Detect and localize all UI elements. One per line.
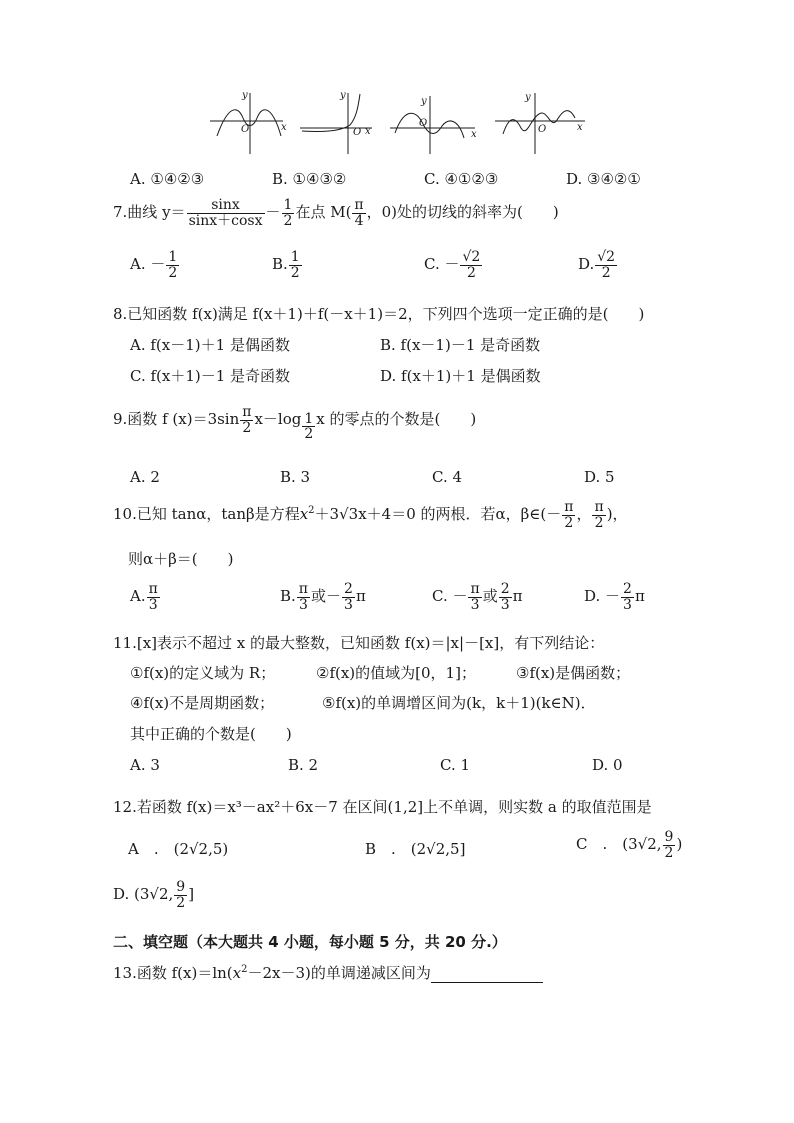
q10-b-pi: π xyxy=(355,587,366,606)
q7-d-label: D. xyxy=(578,255,595,274)
q10-d-label: D. － xyxy=(584,587,621,606)
q9-mid: x－log xyxy=(254,410,302,429)
q10-b-label: B. xyxy=(280,587,296,606)
q7-d-den: 2 xyxy=(601,264,611,281)
q7-option-a xyxy=(130,250,180,280)
q7-half-num: 1 xyxy=(283,197,293,213)
q12-d-den: 2 xyxy=(176,894,186,911)
q10-option-b xyxy=(280,582,366,612)
q10-x-sup: 2 xyxy=(308,505,315,517)
q11-conclusion-1: ①f(x)的定义域为 R； xyxy=(130,664,276,682)
q7-c-den: 2 xyxy=(466,264,476,281)
question-9 xyxy=(113,405,476,442)
q6-option-c: C. ④①②③ xyxy=(424,170,499,188)
graph1-origin-label: O xyxy=(241,124,250,135)
q10-c-label: C. － xyxy=(432,587,468,606)
q10-line-2: 则α＋β＝( ) xyxy=(128,550,234,568)
q10-a-den: 3 xyxy=(148,596,158,613)
graph4-y-label: y xyxy=(525,92,531,103)
q10-d-den: 3 xyxy=(623,596,632,613)
q10-b-num2: 2 xyxy=(344,581,353,597)
graph4-x-label: x xyxy=(577,122,583,133)
graph4-origin-label: O xyxy=(538,124,547,135)
q10-option-a xyxy=(130,582,161,612)
q10-c-den1: 3 xyxy=(470,596,480,613)
q12-option-a: A . (2√2,5) xyxy=(128,840,229,858)
q10-equation: ＋3√3x＋4＝0 的两根．若α，β∈(－ xyxy=(314,505,562,524)
question-7 xyxy=(113,198,559,228)
q11-ask: 其中正确的个数是( ) xyxy=(130,725,292,743)
q12-option-b: B . (2√2,5] xyxy=(365,840,466,858)
q10-two-1: 2 xyxy=(564,514,574,531)
q8-stem: 8.已知函数 f(x)满足 f(x＋1)＋f(－x＋1)＝2，下列四个选项一定正确的是( ) xyxy=(113,305,645,323)
q10-option-d xyxy=(584,582,645,612)
q12-c-label: C . (3√2, xyxy=(576,835,662,854)
q11-conclusion-3: ③f(x)是偶函数； xyxy=(516,664,631,682)
q12-d-close: ] xyxy=(188,885,195,904)
q11-option-b: B. 2 xyxy=(288,756,319,774)
q10-end: )， xyxy=(606,505,628,524)
q12-option-c xyxy=(576,830,682,860)
q10-c-or: 或 xyxy=(482,587,498,606)
graph3-y-label: y xyxy=(421,96,427,107)
q6-option-b: B. ①④③② xyxy=(272,170,347,188)
q12-stem: 12.若函数 f(x)＝x³－ax²＋6x－7 在区间(1,2]上不单调，则实数 a 的取值范围是 xyxy=(113,798,652,816)
function-graphs-figure xyxy=(205,88,590,158)
q10-pi-2: π xyxy=(594,499,604,515)
q10-b-num1: π xyxy=(298,581,308,597)
q7-option-c xyxy=(424,250,483,280)
q13-x-sup: 2 xyxy=(241,964,248,975)
q13-suffix: －2x－3)的单调递减区间为 xyxy=(247,964,431,982)
q7-suffix: ，0)处的切线的斜率为( ) xyxy=(366,203,559,222)
q10-c-pi: π xyxy=(512,587,523,606)
q9-pi: π xyxy=(242,404,252,420)
graph3-origin-label: O xyxy=(419,118,428,129)
q10-b-or: 或－ xyxy=(311,587,342,606)
q7-half-den: 2 xyxy=(283,212,293,229)
q10-pi-1: π xyxy=(564,499,574,515)
q10-two-2: 2 xyxy=(594,514,604,531)
q10-a-num: π xyxy=(148,581,158,597)
q10-option-c xyxy=(432,582,522,612)
q10-d-num: 2 xyxy=(623,581,632,597)
graph1-y-label: y xyxy=(242,90,248,101)
graph-3 xyxy=(390,96,475,154)
q7-prefix: 7.曲线 y＝ xyxy=(113,203,186,222)
graph1-x-label: x xyxy=(281,122,287,133)
q8-option-b: B. f(x－1)－1 是奇函数 xyxy=(380,336,541,354)
q7-option-d xyxy=(578,250,618,280)
q12-c-num: 9 xyxy=(664,829,674,845)
q10-b-den2: 3 xyxy=(344,596,353,613)
q13-answer-blank[interactable] xyxy=(431,968,543,983)
graph2-x-label: x xyxy=(365,126,371,137)
graph-2 xyxy=(300,93,372,154)
q13-prefix: 13.函数 f(x)＝ln( xyxy=(113,964,233,982)
graph2-y-label: y xyxy=(340,90,346,101)
q7-b-den: 2 xyxy=(290,264,300,281)
q12-d-label: D. (3√2, xyxy=(113,885,174,904)
q7-a-den: 2 xyxy=(168,264,178,281)
q10-c-num2: 2 xyxy=(500,581,510,597)
q11-option-d: D. 0 xyxy=(592,756,623,774)
q11-conclusion-5: ⑤f(x)的单调增区间为(k，k＋1)(k∈N)． xyxy=(322,694,596,712)
q7-c-label: C. － xyxy=(424,255,460,274)
q9-base-den: 2 xyxy=(304,426,314,443)
q11-conclusion-4: ④f(x)不是周期函数； xyxy=(130,694,275,712)
q12-d-num: 9 xyxy=(176,879,186,895)
q7-b-num: 1 xyxy=(290,249,300,265)
q10-d-pi: π xyxy=(634,587,645,606)
q11-option-c: C. 1 xyxy=(440,756,471,774)
q7-mid: 在点 M( xyxy=(295,203,352,222)
q12-option-d xyxy=(113,880,194,910)
q7-pi: π xyxy=(354,197,364,213)
q7-b-label: B. xyxy=(272,255,288,274)
q7-numerator: sinx xyxy=(187,198,265,214)
q10-prefix: 10.已知 tanα，tanβ是方程 xyxy=(113,505,300,524)
q7-four: 4 xyxy=(354,212,364,229)
section-2-heading: 二、填空题（本大题共 4 小题，每小题 5 分，共 20 分.） xyxy=(113,933,507,951)
q7-a-label: A. － xyxy=(130,255,166,274)
q7-d-num: √2 xyxy=(597,249,616,265)
q10-c-den2: 3 xyxy=(500,596,510,613)
graph2-origin-label: O xyxy=(353,127,362,138)
q11-option-a: A. 3 xyxy=(130,756,160,774)
q10-x: x xyxy=(299,505,309,524)
q9-two: 2 xyxy=(242,419,252,436)
q8-option-a: A. f(x－1)＋1 是偶函数 xyxy=(130,336,290,354)
question-13 xyxy=(113,962,543,983)
q8-option-c: C. f(x＋1)－1 是奇函数 xyxy=(130,367,291,385)
q11-conclusion-2: ②f(x)的值域为[0，1]； xyxy=(316,664,476,682)
q7-c-num: √2 xyxy=(462,249,481,265)
q9-option-a: A. 2 xyxy=(130,468,160,486)
q9-base-num: 1 xyxy=(304,410,314,427)
q9-prefix: 9.函数 f (x)＝3sin xyxy=(113,410,240,429)
q12-c-den: 2 xyxy=(664,844,674,861)
q7-a-num: 1 xyxy=(168,249,178,265)
q9-option-d: D. 5 xyxy=(584,468,615,486)
q6-option-a: A. ①④②③ xyxy=(130,170,205,188)
q9-option-c: C. 4 xyxy=(432,468,463,486)
q13-x: x xyxy=(232,964,242,982)
q7-denominator: sinx＋cosx xyxy=(188,212,263,229)
q7-minus: － xyxy=(265,203,281,222)
q10-comma: ， xyxy=(576,505,592,524)
q9-suffix: x 的零点的个数是( ) xyxy=(316,410,477,429)
q7-option-b xyxy=(272,250,303,280)
q8-option-d: D. f(x＋1)＋1 是偶函数 xyxy=(380,367,541,385)
q6-option-d: D. ③④②① xyxy=(566,170,641,188)
q10-c-num1: π xyxy=(470,581,480,597)
question-10 xyxy=(113,500,628,530)
graph3-x-label: x xyxy=(471,129,477,140)
q10-b-den1: 3 xyxy=(298,596,308,613)
q10-a-label: A. xyxy=(130,587,146,606)
q12-c-close: ) xyxy=(676,835,683,854)
q9-option-b: B. 3 xyxy=(280,468,311,486)
q11-stem: 11.[x]表示不超过 x 的最大整数，已知函数 f(x)＝|x|－[x]，有下列结论： xyxy=(113,634,605,652)
